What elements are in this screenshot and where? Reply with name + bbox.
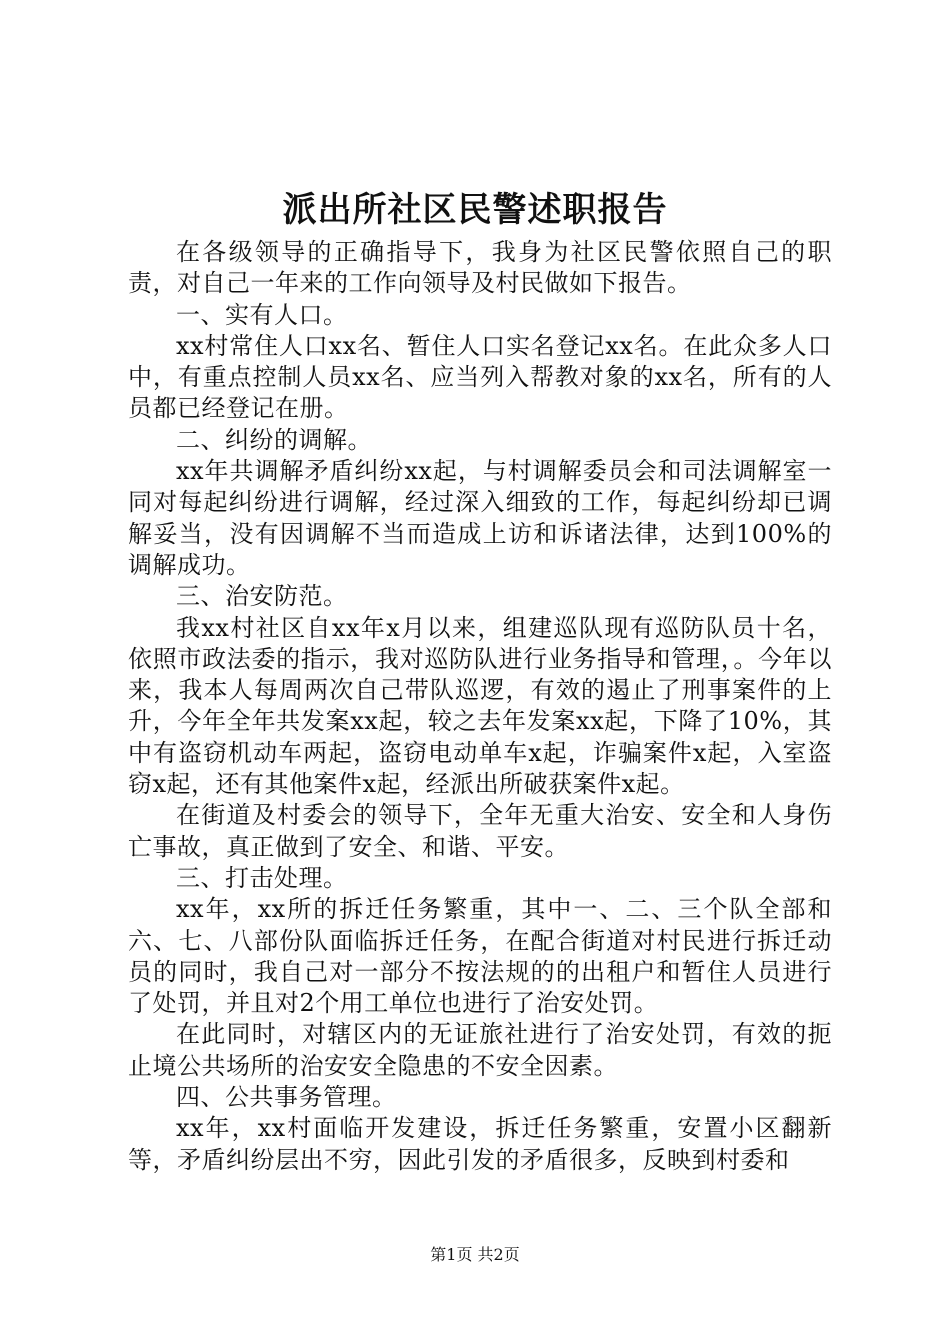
section-heading-mediation: 二、纠纷的调解。 (176, 425, 372, 454)
section-heading-public-affairs: 四、公共事务管理。 (176, 1083, 397, 1112)
paragraph-intro: 在各级领导的正确指导下，我身为社区民警依照自己的职责，对自己一年来的工作向领导及村民做如下报告。 (128, 238, 832, 298)
paragraph-hostels: 在此同时，对辖区内的无证旅社进行了治安处罚，有效的扼止境公共场所的治安安全隐患的不安全因素。 (128, 1020, 832, 1080)
paragraph-prevention: 我xx村社区自xx年x月以来，组建巡队现有巡防队员十名，依照市政法委的指示，我对巡防队进行业务指导和管理，。今年以来，我本人每周两次自己带队巡逻，有效的遏止了刑事案件的上升，今年全年共发案xx起，较之去年发案xx起，下降了10%，其中有盗窃机动车两起，盗窃电动单车x起，诈骗案件x起，入室盗窃x起，还有其他案件x起，经派出所破获案件x起。 (128, 613, 832, 799)
paragraph-enforcement: xx年，xx所的拆迁任务繁重，其中一、二、三个队全部和六、七、八部份队面临拆迁任务，在配合街道对村民进行拆迁动员的同时，我自己对一部分不按法规的的出租户和暂住人员进行了处罚，并且对2个用工单位也进行了治安处罚。 (128, 895, 832, 1018)
paragraph-public-affairs: xx年，xx村面临开发建设，拆迁任务繁重，安置小区翻新等，矛盾纠纷层出不穷，因此引发的矛盾很多，反映到村委和 (128, 1114, 832, 1174)
document-title: 派出所社区民警述职报告 (282, 190, 668, 230)
document-body (128, 237, 832, 1176)
section-heading-enforcement: 三、打击处理。 (176, 863, 348, 892)
paragraph-mediation: xx年共调解矛盾纠纷xx起，与村调解委员会和司法调解室一同对每起纠纷进行调解，经过深入细致的工作，每起纠纷却已调解妥当，没有因调解不当而造成上访和诉诸法律，达到100%的调解成功。 (128, 457, 832, 579)
paragraph-safety: 在街道及村委会的领导下，全年无重大治安、安全和人身伤亡事故，真正做到了安全、和谐、平安。 (128, 801, 832, 861)
section-heading-population: 一、实有人口。 (176, 300, 348, 329)
paragraph-population: xx村常住人口xx名、暂住人口实名登记xx名。在此众多人口中，有重点控制人员xx名、应当列入帮教对象的xx名，所有的人员都已经登记在册。 (128, 331, 832, 423)
page-footer: 第1页 共2页 (430, 1245, 520, 1264)
section-heading-prevention: 三、治安防范。 (176, 582, 348, 611)
